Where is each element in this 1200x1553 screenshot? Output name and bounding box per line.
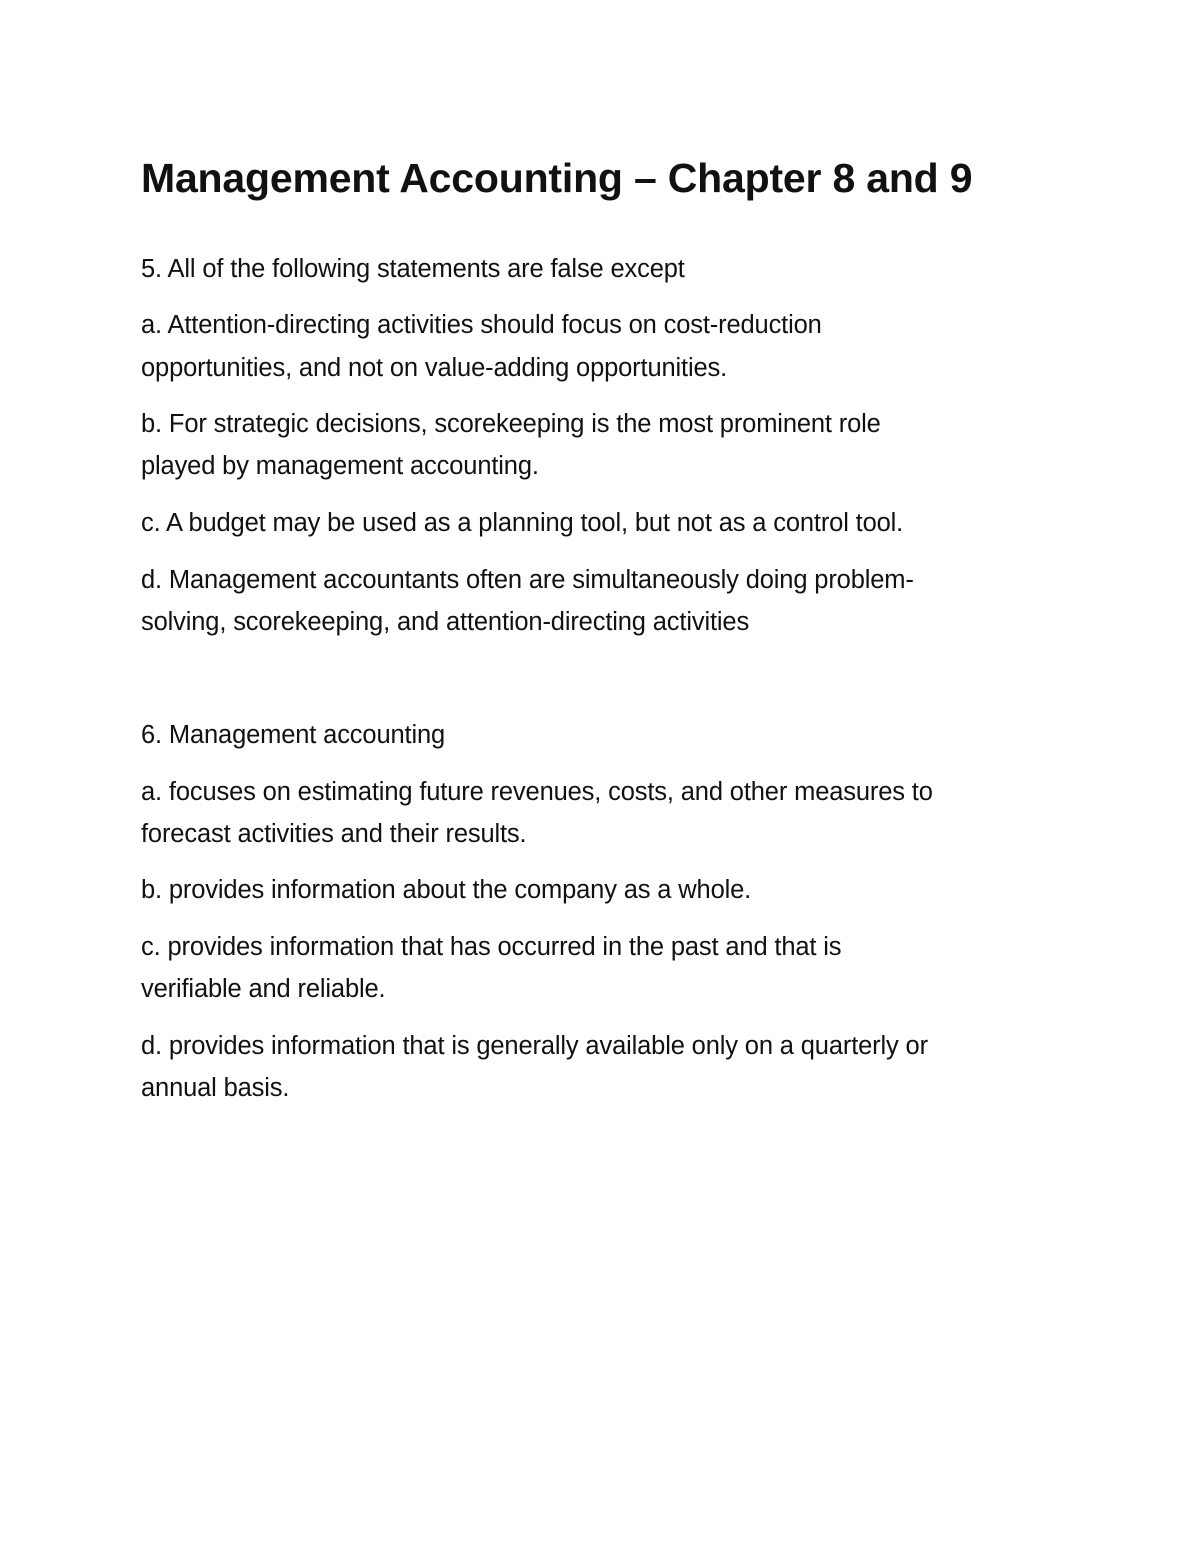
question-6-prompt: 6. Management accounting (141, 721, 446, 749)
page-title: Management Accounting – Chapter 8 and 9 (141, 155, 973, 201)
question-6-option-d-line-1: d. provides information that is generally available only on a quarterly or (141, 1032, 928, 1060)
question-5-option-d-line-2: solving, scorekeeping, and attention-directing activities (141, 608, 750, 636)
question-5-option-a-line-1: a. Attention-directing activities should focus on cost-reduction (141, 311, 822, 339)
question-5-option-d-line-1: d. Management accountants often are simultaneously doing problem- (141, 566, 914, 594)
question-6-option-a-line-1: a. focuses on estimating future revenues, costs, and other measures to (141, 778, 933, 806)
question-6-option-a-line-2: forecast activities and their results. (141, 820, 527, 848)
question-6-option-d-line-2: annual basis. (141, 1074, 290, 1102)
question-5-prompt: 5. All of the following statements are false except (141, 255, 685, 283)
question-5-option-b-line-1: b. For strategic decisions, scorekeeping is the most prominent role (141, 410, 881, 438)
question-6-option-c-line-1: c. provides information that has occurred in the past and that is (141, 933, 842, 961)
question-5-option-c-line-1: c. A budget may be used as a planning tool, but not as a control tool. (141, 509, 904, 537)
question-5-option-b-line-2: played by management accounting. (141, 452, 539, 480)
question-6-option-c-line-2: verifiable and reliable. (141, 975, 386, 1003)
question-5-option-a-line-2: opportunities, and not on value-adding opportunities. (141, 354, 728, 382)
question-6-option-b-line-1: b. provides information about the company as a whole. (141, 876, 752, 904)
